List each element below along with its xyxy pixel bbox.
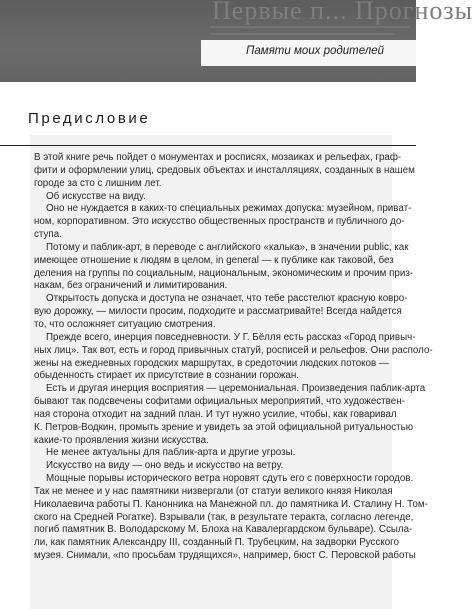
- text-line: бывают так подсвечены софитами официальных мероприятий, что художествен-: [34, 396, 405, 408]
- text-line: Потому и паблик-арт, в переводе с английского «калька», в значении public, как: [46, 241, 409, 253]
- text-line: Прежде всего, инерция повседневности. У Г. Бёлля есть рассказ «Город привыч-: [46, 331, 416, 343]
- text-line: накам, без ограничений и лимитирования.: [34, 280, 228, 292]
- text-line: К. Петров-Водкин, промыть зрение и увидеть за этой официальной ритуальностью: [34, 421, 414, 433]
- heading-rule: [0, 145, 416, 146]
- text-line: В этой книге речь пойдет о монументах и росписях, мозаиках и рельефах, граф-: [34, 152, 402, 163]
- text-line: фити и оформлении улиц, средовых объектах и инсталляциях, созданных в нашем: [34, 164, 415, 176]
- section-heading: Предисловие: [28, 110, 151, 127]
- text-line: жены на ежедневных городских маршрутах, в средоточии людских потоков —: [34, 357, 389, 369]
- text-line: Оно не нуждается в каких-то специальных режимах допуска: музейном, приват-: [46, 203, 412, 215]
- ghost-title-text: Первые п... Прогнозы: [212, 0, 473, 25]
- text-line: Об искусстве на виду.: [46, 190, 146, 202]
- text-line: какие-то проявления жизни искусства.: [34, 434, 209, 446]
- text-line: то, что осложняет ситуацию смотрения.: [34, 318, 216, 330]
- text-line: деления на группы по социальным, национальным, экономическим и прочим приз-: [34, 267, 414, 279]
- text-line: Николаевича работы П. Канонника на Манежной пл. до памятника И. Сталину Н. Том-: [34, 498, 428, 510]
- text-line: городе за сто с лишним лет.: [34, 177, 162, 189]
- text-line: погиб памятник В. Володарскому М. Блоха на Кавалергардском бульваре). Ссыла-: [34, 524, 413, 536]
- dedication-panel: [201, 40, 416, 66]
- text-line: ных лиц». Так вот, есть и город привычных статуй, росписей и рельефов. Они располо-: [34, 344, 433, 356]
- text-line: ли, как памятник Александру III, созданный П. Трубецким, на задворки Русского: [34, 537, 399, 549]
- dedication-text: Памяти моих родителей: [246, 45, 384, 57]
- text-line: Не менее актуальны для паблик-арта и другие угрозы.: [46, 447, 296, 459]
- text-line: Открытость допуска и доступа не означает, что тебе расстелют красную ковро-: [46, 293, 408, 305]
- text-line: ном, корпоративном. Это искусство общественных пространств и публичного до-: [34, 216, 405, 228]
- text-line: музея. Снимали, «по просьбам трудящихся», например, бюст С. Перовской работы: [34, 550, 416, 562]
- text-line: обыденность стирает их присутствие в сознании горожан.: [34, 370, 299, 382]
- text-line: Искусство на виду — оно ведь и искусство на ветру.: [46, 460, 284, 472]
- text-line: имеющее отношение к людям в целом, in general — к публике как таковой, без: [34, 254, 394, 266]
- text-line: ского на Средней Рогатке). Взрывали (так, в результате теракта, согласно легенде,: [34, 511, 414, 523]
- text-line: Мощные порывы исторического ветра норовят сдуть его с поверхности городов.: [46, 473, 414, 485]
- text-line: ная сторона отходит на задний план. И тут нужно усилие, чтобы, как говаривал: [34, 408, 397, 420]
- text-line: Есть и другая инерция восприятия — церемониальная. Произведения паблик-арта: [46, 383, 426, 395]
- body-text: [34, 152, 433, 563]
- text-line: ступа.: [34, 229, 62, 241]
- text-line: Так не менее и у нас памятники низвергали (от статуи великого князя Николая: [34, 485, 393, 497]
- text-line: вую дорожку, — милости просим, подходите и рассматривайте! Всегда найдется: [34, 306, 402, 318]
